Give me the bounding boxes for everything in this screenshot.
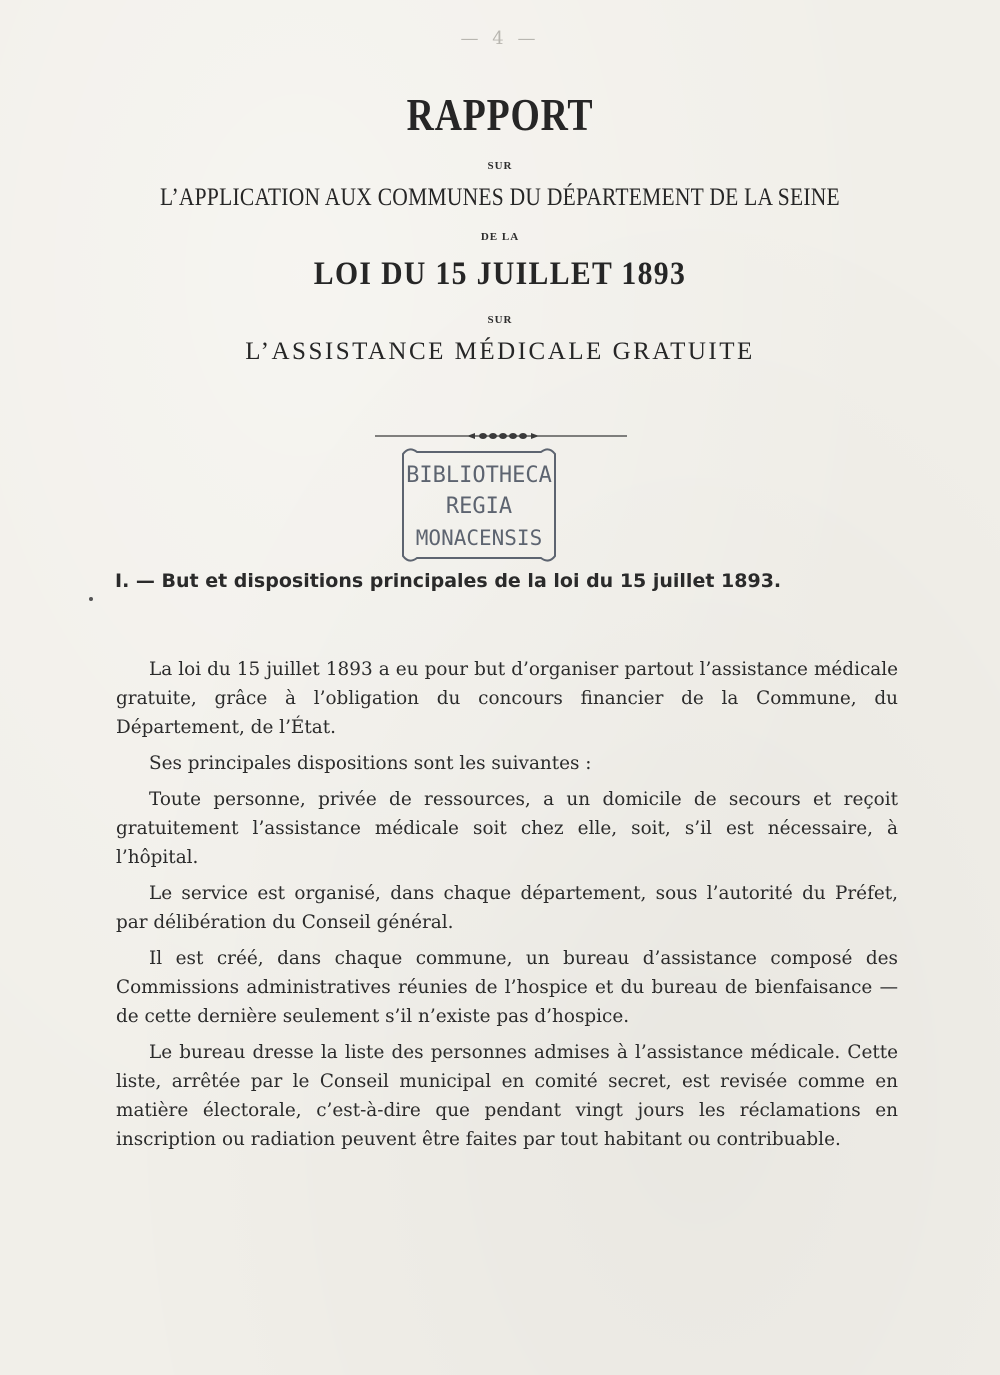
stamp-line-3: MONACENSIS	[415, 526, 543, 550]
title-loi: LOI DU 15 JUILLET 1893	[313, 256, 687, 292]
body-text	[116, 655, 898, 1154]
paragraph: Le service est organisé, dans chaque département, sous l’autorité du Préfet, par délibération du Conseil général.	[116, 883, 898, 933]
section-heading: I. — But et dispositions principales de la loi du 15 juillet 1893.	[115, 570, 782, 592]
title-de-la: DE LA	[480, 231, 520, 243]
stamp-line-1: BIBLIOTHECA	[406, 463, 552, 488]
ornament-divider	[375, 428, 627, 442]
paragraph: Toute personne, privée de ressources, a un domicile de secours et reçoit gratuitement l’assistance médicale soit chez elle, soit, s’il est nécessaire, à l’hôpital.	[116, 789, 898, 868]
paragraph: Le bureau dresse la liste des personnes admises à l’assistance médicale. Cette liste, arrêtée par le Conseil municipal en comité secret, est revisée comme en matière électorale, c’est-à-dire que pendant vingt jours les réclamations en inscription ou radiation peuvent être faites par tout habitant ou contribuable.	[116, 1042, 898, 1150]
title-sur-1: SUR	[487, 160, 513, 172]
title-assistance: L’ASSISTANCE MÉDICALE GRATUITE	[245, 338, 755, 365]
stamp-line-2: REGIA	[445, 494, 513, 519]
ink-speck	[89, 597, 93, 601]
paragraph: Il est créé, dans chaque commune, un bureau d’assistance composé des Commissions administratives réunies de l’hospice et du bureau de bienfaisance — de cette dernière seulement s’il n’existe pas d’hospice.	[116, 948, 898, 1027]
title-sur-2: SUR	[487, 314, 513, 326]
paragraph: La loi du 15 juillet 1893 a eu pour but d’organiser partout l’assistance médicale gratuite, grâce à l’obligation du concours financier de la Commune, du Département, de l’État.	[116, 659, 898, 738]
library-stamp	[397, 444, 561, 568]
title-application: L’APPLICATION AUX COMMUNES DU DÉPARTEMENT DE LA SEINE	[160, 184, 840, 211]
title-rapport: RAPPORT	[406, 89, 594, 140]
page-number: — 4 —	[460, 28, 540, 49]
paragraph: Ses principales dispositions sont les suivantes :	[149, 753, 592, 774]
